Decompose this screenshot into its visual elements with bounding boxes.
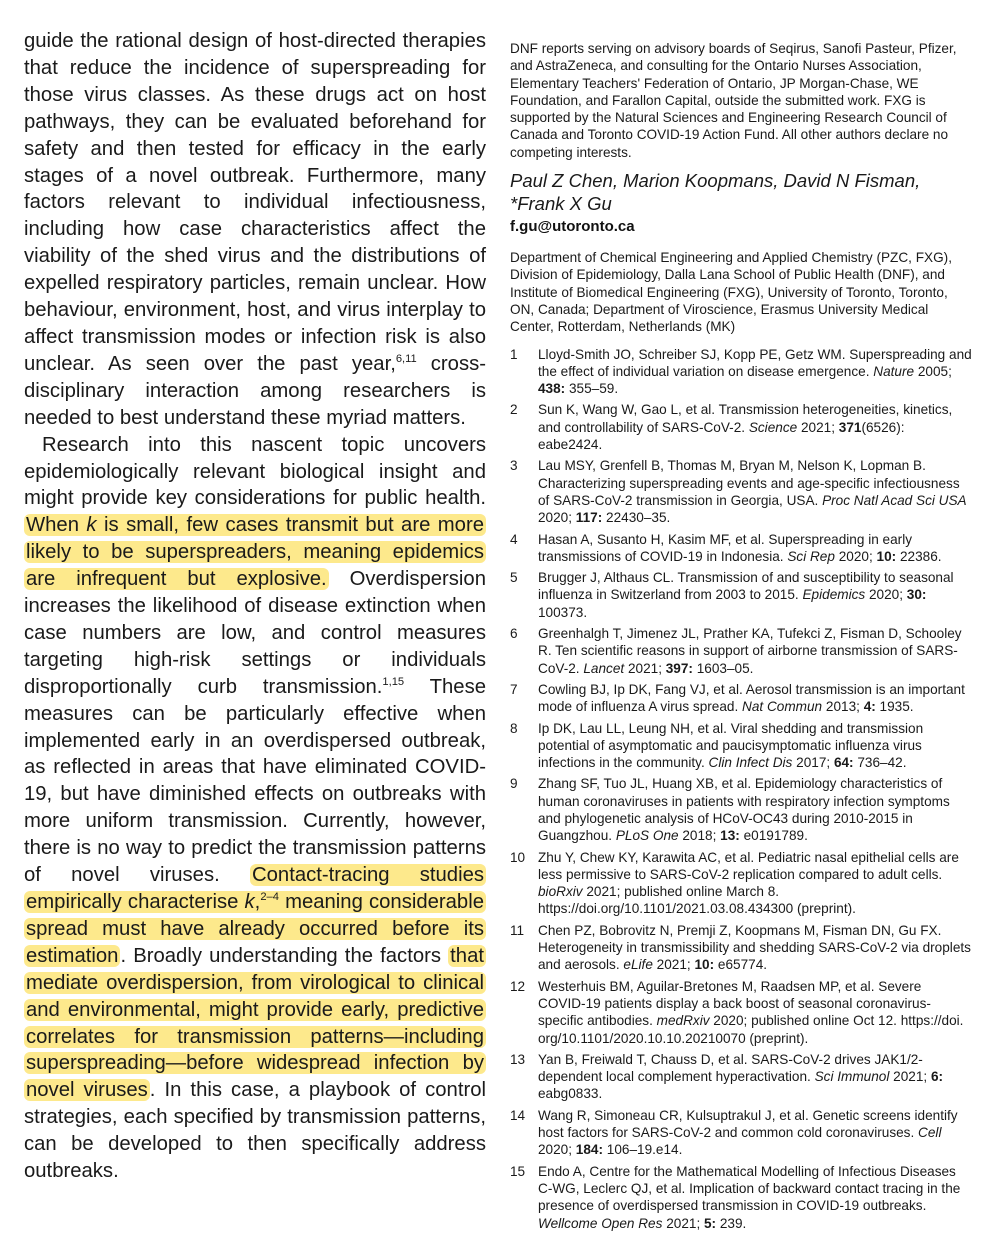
reference-number: 11 <box>510 922 525 938</box>
reference-item <box>510 775 972 844</box>
reference-text: Zhang SF, Tuo JL, Huang XB, et al. Epidemiology characteristics of human coronaviruses in patients with respiratory infection symptoms and phylogenetic analysis of HCoV-OC43 during 2010-2015 in Guangzhou. PLoS One 2018; 13: e0191789. <box>538 776 950 844</box>
reference-number: 1 <box>510 346 518 362</box>
reference-text: Zhu Y, Chew KY, Karawita AC, et al. Pediatric nasal epithelial cells are less permissive to SARS-CoV-2 replication compared to adult cells. bioRxiv 2021; published online March 8. https://doi.org/10.1101/2021.03.08.434300 (preprint). <box>538 849 959 917</box>
reference-item <box>510 625 972 677</box>
reference-number: 13 <box>510 1051 526 1067</box>
reference-number: 5 <box>510 570 518 586</box>
affiliations: Department of Chemical Engineering and Applied Chemistry (PZC, FXG), Division of Epidemiology, Dalla Lana School of Public Health (DNF), and Institute of Biomedical Engineering (FXG), University of Toronto, Toronto, ON, Canada; Department of Viroscience, Erasmus University Medical Center, Rotterdam, Netherlands (MK) <box>510 250 952 335</box>
paragraph-2: Research into this nascent topic uncovers epidemiologically relevant biological insight and might provide key considerations for public health. When k is small, few cases transmit but are more likely to be superspreaders, meaning epidemics are infrequent but explosive. Overdispersion increases the likelihood of disease extinction when case numbers are low, and control measures targeting high-risk settings or individuals disproportionally curb transmission.$^{1,15}$ These measures can be particularly effective when implemented early in an overdispersed outbreak, as reflected in areas that have eliminated COVID-19, but have diminished effects on outbreaks with more uniform transmission. Currently, however, there is no way to predict the transmission patterns of novel viruses. Contact-tracing studies empirically characterise k,$^{2-4}$ meaning considerable spread must have already occurred before its estimation. Broadly understanding the factors that mediate overdispersion, from virological to clinical and environmental, might provide early, predictive correlates for transmission patterns—including superspreading—before widespread infection by novel viruses. In this case, a playbook of control strategies, each specified by transmission patterns, can be developed to then specifically address outbreaks. <box>24 433 487 1183</box>
highlight-2[interactable]: Contact-tracing studies empirically characterise k,$^{2-4}$ meaning considerable spread must have already occurred before its estimation <box>26 864 484 967</box>
reference-item <box>510 401 972 453</box>
side-column <box>510 40 972 1236</box>
main-text-column <box>24 28 486 1185</box>
reference-item <box>510 457 972 526</box>
paragraph-1: guide the rational design of host-directed therapies that reduce the incidence of superspreading for those virus classes. As these drugs act on host pathways, they can be evaluated beforehand for safety and then tested for efficacy in the early stages of a novel outbreak. Furthermore, many factors relevant to individual infectiousness, including how case characteristics affect the viability of the shed virus and the distributions of expelled respiratory particles, remain unclear. How behaviour, environment, host, and virus interplay to affect transmission modes or infection risk is also unclear. As seen over the past year,$^{6,11}$ cross-disciplinary interaction among researchers is needed to best understand these myriad matters. <box>24 30 486 429</box>
reference-number: 12 <box>510 978 526 994</box>
citation-2-4: 2–4 <box>260 891 279 904</box>
reference-item <box>510 849 972 918</box>
reference-number: 14 <box>510 1107 526 1123</box>
reference-item <box>510 978 972 1047</box>
reference-item <box>510 681 972 716</box>
reference-number: 15 <box>510 1163 526 1179</box>
author-list: Paul Z Chen, Marion Koopmans, David N Fisman, *Frank X Gu <box>510 170 921 215</box>
reference-number: 2 <box>510 402 518 418</box>
reference-text: Cowling BJ, Ip DK, Fang VJ, et al. Aerosol transmission is an important mode of influenza A virus spread. Nat Commun 2013; 4: 1935. <box>538 681 965 715</box>
reference-list <box>510 346 972 1232</box>
corresponding-email[interactable]: f.gu@utoronto.ca <box>510 218 635 236</box>
reference-text: Brugger J, Althaus CL. Transmission of and susceptibility to seasonal influenza in Switzerland from 2003 to 2015. Epidemics 2020; 30: 100373. <box>538 570 954 620</box>
citation-1-15[interactable]: 1,15 <box>382 675 405 688</box>
reference-number: 6 <box>510 626 518 642</box>
reference-text: Yan B, Freiwald T, Chauss D, et al. SARS-CoV-2 drives JAK1/2-dependent local complement hyperactivation. Sci Immunol 2021; 6: eabg0833. <box>538 1051 944 1102</box>
highlight-1[interactable]: When k is small, few cases transmit but are more likely to be superspreaders, meaning epidemics are infrequent but explosive. <box>26 514 484 591</box>
reference-number: 7 <box>510 681 518 697</box>
reference-item <box>510 1163 972 1232</box>
citation-6-11[interactable]: 6,11 <box>395 353 417 366</box>
reference-text: Endo A, Centre for the Mathematical Modelling of Infectious Diseases C-WG, Leclerc QJ, et al. Implication of backward contact tracing in the presence of overdispersed transmission in COVID-19 outbreaks. Wellcome Open Res 2021; 5: 239. <box>538 1163 961 1231</box>
reference-text: Sun K, Wang W, Gao L, et al. Transmission heterogeneities, kinetics, and controllability of SARS-CoV-2. Science 2021; 371(6526): eabe2424. <box>538 402 953 453</box>
reference-number: 8 <box>510 720 518 736</box>
reference-number: 3 <box>510 458 518 474</box>
reference-item <box>510 569 972 621</box>
reference-item <box>510 720 972 772</box>
reference-text: Lloyd-Smith JO, Schreiber SJ, Kopp PE, Getz WM. Superspreading and the effect of individual variation on disease emergence. Nature 2005; 438: 355–59. <box>538 346 972 397</box>
reference-number: 10 <box>510 849 526 865</box>
reference-item <box>510 531 972 566</box>
reference-text: Ip DK, Lau LL, Leung NH, et al. Viral shedding and transmission potential of asymptomatic and paucisymptomatic influenza virus infections in the community. Clin Infect Dis 2017; 64: 736–42. <box>538 720 924 771</box>
competing-interests: DNF reports serving on advisory boards of Seqirus, Sanofi Pasteur, Pfizer, and AstraZeneca, and consulting for the Ontario Nurses Association, Elementary Teachers' Federation of Ontario, JP Morgan-Chase, WE Foundation, and Farallon Capital, outside the submitted work. FXG is supported by the Natural Sciences and Engineering Research Council of Canada and Toronto COVID-19 Action Fund. All other authors declare no competing interests. <box>510 41 957 160</box>
reference-text: Chen PZ, Bobrovitz N, Premji Z, Koopmans M, Fisman DN, Gu FX. Heterogeneity in transmissibility and shedding SARS-CoV-2 via droplets and aerosols. eLife 2021; 10: e65774. <box>538 922 971 973</box>
reference-text: Greenhalgh T, Jimenez JL, Prather KA, Tufekci Z, Fisman D, Schooley R. Ten scientific reasons in support of airborne transmission of SARS-CoV-2. Lancet 2021; 397: 1603–05. <box>538 626 962 676</box>
highlight-3[interactable]: that mediate overdispersion, from virological to clinical and environmental, might provide early, predictive correlates for transmission patterns—including superspreading—before widespread infection by novel viruses <box>26 944 484 1102</box>
reference-number: 4 <box>510 531 518 547</box>
reference-item <box>510 922 972 974</box>
reference-item <box>510 1051 972 1103</box>
reference-item <box>510 346 972 398</box>
reference-item <box>510 1107 972 1159</box>
reference-text: Westerhuis BM, Aguilar-Bretones M, Raadsen MP, et al. Severe COVID-19 patients display a back boost of seasonal coronavirus-specific antibodies. medRxiv 2020; published online Oct 12. https://doi. org/10.1101/2020.10.10.20210070 (preprint). <box>538 978 964 1046</box>
reference-number: 9 <box>510 776 518 792</box>
reference-text: Hasan A, Susanto H, Kasim MF, et al. Superspreading in early transmissions of COVID-19 in Indonesia. Sci Rep 2020; 10: 22386. <box>538 531 942 564</box>
reference-text: Lau MSY, Grenfell B, Thomas M, Bryan M, Nelson K, Lopman B. Characterizing superspreading events and age-specific infectiousness of SARS-CoV-2 transmission in Georgia, USA. Proc Natl Acad Sci USA 2020; 117: 22430–35. <box>538 458 967 526</box>
reference-text: Wang R, Simoneau CR, Kulsuptrakul J, et al. Genetic screens identify host factors for SARS-CoV-2 and common cold coronaviruses. Cell 2020; 184: 106–19.e14. <box>538 1107 958 1158</box>
